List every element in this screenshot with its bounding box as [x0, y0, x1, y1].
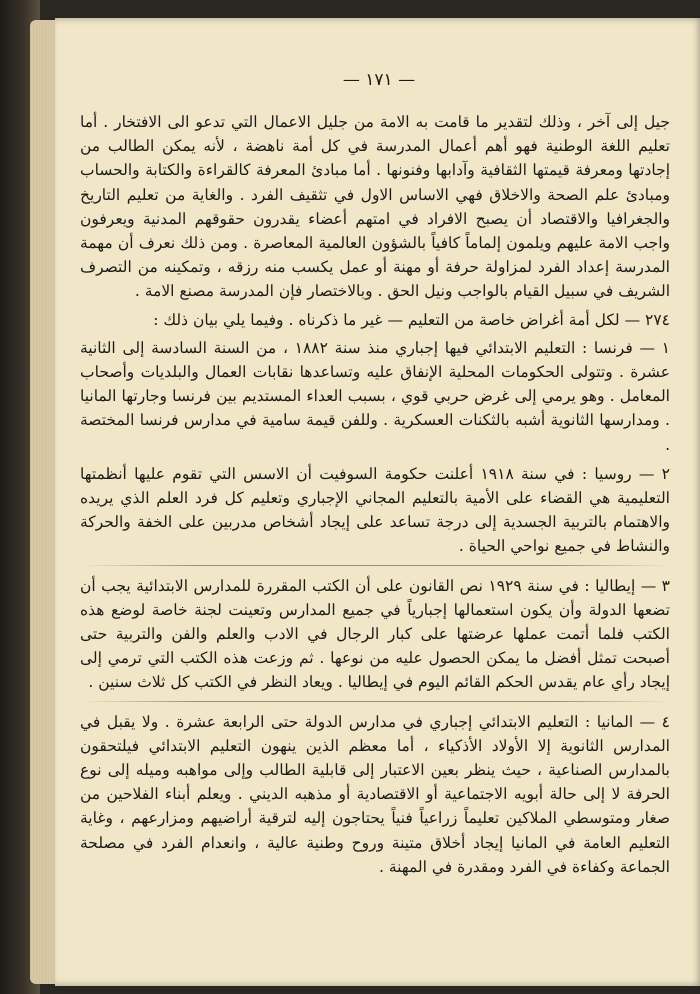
intro-paragraph: جيل إلى آخر ، وذلك لتقدير ما قامت به الامة من جليل الاعمال التي تدعو الى الافتخار . أما تعليم اللغة الوطنية فهو أهم أعمال المدرسة في كل أمة ناهضة ، لأنه يمكن الطالب من إجادتها ومعرفة قيمتها الثقافية وآدابها وفنونها . أما مبادئ المعرفة كالقراءة والكتابة والحساب ومبادئ علم الصحة والاخلاق فهي الاساس الاول في تثقيف الفرد . والغاية من تعليم التاريخ والجغرافيا والاقتصاد أن يصبح الافراد في امتهم أعضاء يقدرون حقوقهم المدنية ويعرفون واجب الامة عليهم ويلمون إلماماً كافياً بالشؤون العالمية المعاصرة . ومن ذلك نعرف أن مهمة المدرسة إعداد الفرد لمزاولة حرفة أو مهنة أو عمل يكسب منه رزقه ، وتمكينه من التصرف الشريف في سبيل القيام بالواجب ونيل الحق . وبالاختصار فإن المدرسة مصنع الامة .: [80, 113, 670, 301]
list-item-france: ١ — فرنسا : التعليم الابتدائي فيها إجباري منذ سنة ١٨٨٢ ، من السنة السادسة إلى الثانية عشرة . وتتولى الحكومات المحلية الإنفاق عليه وتساعدها نقابات العمال والبلديات وأصحاب المعامل . وهو يرمي إلى غرض حربي قوي ، بسبب العداء المستديم بين فرنسا وجارتها المانيا . ومدارسها الثانوية أشبه بالثكنات العسكرية . وللفن قيمة سامية في مدارس فرنسا المختصة .: [80, 338, 670, 454]
list-item-italy: ٣ — إيطاليا : في سنة ١٩٢٩ نص القانون على أن الكتب المقررة للمدارس الابتدائية يجب أن تضعها الدولة وأن يكون استعمالها إجبارياً في جميع المدارس وتعينت لجنة خاصة لوضع هذه الكتب فلما أتمت عملها عرضتها على كبار الرجال في الادب والعلم والفن والتربية حتى أصبحت تمثل أفضل ما يمكن الحصول عليه من نوعها . ثم وزعت هذه الكتب التي ترمي إلى إيجاد رأي عام يقدس الحكم القائم اليوم في إيطاليا . ويعاد النظر في الكتب كل ثلاث سنين .: [80, 576, 670, 692]
page-body: [80, 110, 670, 884]
list-item-russia: ٢ — روسيا : في سنة ١٩١٨ أعلنت حكومة السوفيت أن الاسس التي تقوم عليها أنظمتها التعليمية هي القضاء على الأمية بالتعليم المجاني الإجباري وتعليم كل فرد العلم الذي يريده والاهتمام بالتربية الجسدية إلى درجة تساعد على إيجاد أشخاص مدربين على الخفة والحركة والنشاط في جميع نواحي الحياة .: [80, 464, 670, 556]
section-heading: ٢٧٤ — لكل أمة أغراض خاصة من التعليم — غير ما ذكرناه . وفيما يلي بيان ذلك :: [153, 310, 670, 329]
book-page: [55, 18, 700, 986]
list-item-germany: ٤ — المانيا : التعليم الابتدائي إجباري في مدارس الدولة حتى الرابعة عشرة . ولا يقبل في المدارس الثانوية إلا الأولاد الأذكياء ، أما معظم الذين ينهون التعليم الابتدائي فيلتحقون بالمدارس الصناعية ، حيث ينظر بعين الاعتبار إلى قابلية الطالب وإلى مواهبه وميله إلى نوع الحرفة لا إلى حالة أبويه الاجتماعية أو الاقتصادية أو مذهبه الديني . ويعلم أبناء الفلاحين من صغار ومتوسطي الملاكين تعليماً زراعياً فنياً يحتاجون إليه لترقية أراضيهم ومزارعهم ، وغاية التعليم العامة في المانيا إيجاد أخلاق متينة وروح وطنية عالية ، وانعدام الفرد في مصلحة الجماعة وكفاءة في الفرد ومقدرة في المهنة .: [80, 712, 670, 876]
divider: [80, 565, 670, 566]
divider: [80, 701, 670, 702]
page-number: — ١٧١ —: [342, 70, 416, 90]
